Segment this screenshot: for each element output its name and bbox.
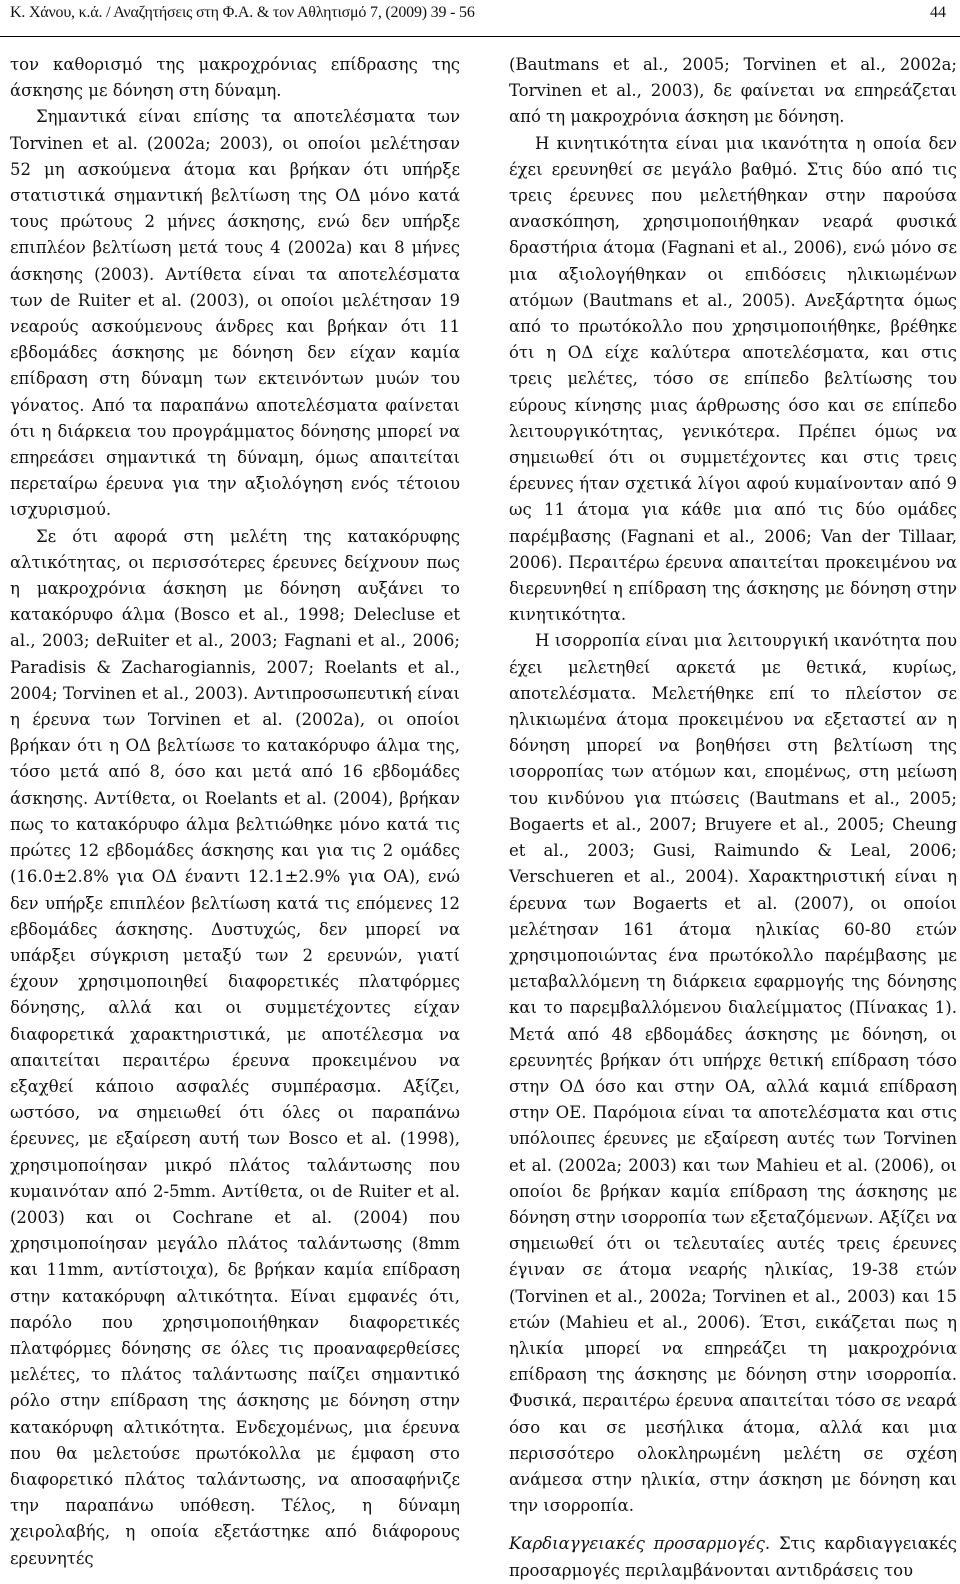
left-paragraph-2: Σημαντικά είναι επίσης τα αποτελέσματα των Torvinen et al. (2002a; 2003), οι οποίοι μελέτησαν 52 μη ασκούμενα άτομα και βρήκαν ότι υπήρξε στατιστικά σημαντική βελτίωση της ΟΔ μόνο κατά τους πρώτους 2 μήνες άσκησης, ενώ δεν υπήρξε επιπλέον βελτίωση μετά τους 4 (2002a) και 8 μήνες άσκησης (2003). Αντίθετα είναι τα αποτελέσματα των de Ruiter et al. (2003), οι οποίοι μελέτησαν 19 νεαρούς ασκούμενους άνδρες και βρήκαν ότι 11 εβδομάδες άσκησης με δόνηση δεν είχαν καμία επίδραση στη δύναμη των εκτεινόντων μυών του γόνατος. Από τα παραπάνω αποτελέσματα φαίνεται ότι η διάρκεια του προγράμματος δόνησης μπορεί να επηρεάσει σημαντικά τη δύναμη, όμως απαιτείται περεταίρω έρευνα για την αξιολόγηση ενός τέτοιου ισχυρισμού.	[10, 107, 460, 520]
left-paragraph-1: τον καθορισμό της μακροχρόνιας επίδρασης της άσκησης με δόνηση στη δύναμη.	[10, 55, 460, 101]
right-paragraph-4	[509, 1531, 957, 1583]
section-heading-cardiovascular: Καρδιαγγειακές προσαρμογές.	[509, 1534, 771, 1554]
right-paragraph-4-text: Στις καρδιαγγειακές προσαρμογές περιλαμβάνονται αντιδράσεις του	[509, 1534, 957, 1580]
right-paragraph-1: (Bautmans et al., 2005; Torvinen et al., 2002a; Torvinen et al., 2003), δε φαίνεται να επηρεάζεται από τη μακροχρόνια άσκηση με δόνηση.	[509, 55, 957, 127]
page-number: 44	[930, 4, 946, 21]
running-head-title: Κ. Χάνου, κ.ά. / Αναζητήσεις στη Φ.Α. & τον Αθλητισμό 7, (2009) 39 - 56	[10, 4, 475, 21]
right-paragraph-3: Η ισορροπία είναι μια λειτουργική ικανότητα που έχει μελετηθεί αρκετά με θετικά, κυρίως, αποτελέσματα. Μελετήθηκε επί το πλείστον σε ηλικιωμένα άτομα προκειμένου να εξεταστεί αν η δόνηση μπορεί να βοηθήσει στη βελτίωση της ισορροπίας των ατόμων και, επομένως, στη μείωση του κινδύνου για πτώσεις (Bautmans et al., 2005; Bogaerts et al., 2007; Bruyere et al., 2005; Cheung et al., 2003; Gusi, Raimundo & Leal, 2006; Verschueren et al., 2004). Χαρακτηριστική είναι η έρευνα των Bogaerts et al. (2007), οι οποίοι μελέτησαν 161 άτομα ηλικίας 60-80 ετών χρησιμοποιώντας ένα πρωτόκολλο παρέμβασης με μεταβαλλόμενη τη διάρκεια εφαρμογής της δόνησης και το παρεμβαλλόμενου διαλείμματος (Πίνακας 1). Μετά από 48 εβδομάδες άσκησης με δόνηση, οι ερευνητές βρήκαν ότι υπήρχε θετική επίδραση τόσο στην ΟΔ όσο και στην ΟΑ, αλλά καμιά επίδραση στην ΟΕ. Παρόμοια είναι τα αποτελέσματα και στις υπόλοιπες έρευνες με εξαίρεση αυτές των Torvinen et al. (2002a; 2003) και των Mahieu et al. (2006), οι οποίοι δε βρήκαν καμία επίδραση της άσκησης με δόνηση στην ισορροπία των εξεταζόμενων. Αξίζει να σημειωθεί ότι οι τελευταίες αυτές τρεις έρευνες έγιναν σε άτομα νεαρής ηλικίας, 19-38 ετών (Torvinen et al., 2002a; Torvinen et al., 2003) και 15 ετών (Mahieu et al., 2006). Έτσι, εικάζεται πως η ηλικία μπορεί να επηρεάζει τη μακροχρόνια επίδραση της άσκησης με δόνηση στην ισορροπία. Φυσικά, περαιτέρω έρευνα απαιτείται τόσο σε νεαρά όσο και σε μεσήλικα άτομα, αλλά και μια περισσότερο ολοκληρωμένη μελέτη σε σχέση ανάμεσα στην ηλικία, στην άσκηση με δόνηση και την ισορροπία.	[509, 631, 957, 1516]
right-column	[509, 52, 957, 1584]
right-paragraph-2: Η κινητικότητα είναι μια ικανότητα η οποία δεν έχει ερευνηθεί σε μεγάλο βαθμό. Στις δύο από τις τρεις έρευνες που μελετήθηκαν στην παρούσα ανασκόπηση, χρησιμοποιήθηκαν νεαρά φυσικά δραστήρια άτομα (Fagnani et al., 2006), ενώ μόνο σε μια αξιολογήθηκαν οι επιδόσεις ηλικιωμένων ατόμων (Bautmans et al., 2005). Ανεξάρτητα όμως από το πρωτόκολλο που χρησιμοποιήθηκε, βρέθηκε ότι η ΟΔ είχε καλύτερα αποτελέσματα, και στις τρεις μελέτες, τόσο σε επίπεδο βελτίωσης του εύρους κίνησης μιας άρθρωσης όσο και σε επίπεδο λειτουργικότητας, γενικότερα. Πρέπει όμως να σημειωθεί ότι οι συμμετέχοντες και στις τρεις έρευνες ήταν σχετικά λίγοι αφού κυμαίνονταν από 9 ως 11 άτομα για κάθε μια από τις δύο ομάδες παρέμβασης (Fagnani et al., 2006; Van der Tillaar, 2006). Περαιτέρω έρευνα απαιτείται προκειμένου να διερευνηθεί η επίδραση της άσκησης με δόνηση στην κινητικότητα.	[509, 133, 957, 625]
running-header	[0, 0, 960, 37]
left-paragraph-3: Σε ότι αφορά στη μελέτη της κατακόρυφης αλτικότητας, οι περισσότερες έρευνες δείχνουν πως η μακροχρόνια άσκηση με δόνηση αυξάνει το κατακόρυφο άλμα (Bosco et al., 1998; Delecluse et al., 2003; deRuiter et al., 2003; Fagnani et al., 2006; Paradisis & Zacharogiannis, 2007; Roelants et al., 2004; Torvinen et al., 2003). Αντιπροσωπευτική είναι η έρευνα των Torvinen et al. (2002a), οι οποίοι βρήκαν ότι η ΟΔ βελτίωσε το κατακόρυφο άλμα της, τόσο μετά από 8, όσο και μετά από 16 εβδομάδες άσκησης. Αντίθετα, οι Roelants et al. (2004), βρήκαν πως το κατακόρυφο άλμα βελτιώθηκε μόνο κατά τις πρώτες 12 εβδομάδες άσκησης και για τις 2 ομάδες (16.0±2.8% για ΟΔ έναντι 12.1±2.9% για ΟΑ), ενώ δεν υπήρξε επιπλέον βελτίωση κατά τις επόμενες 12 εβδομάδες άσκησης. Δυστυχώς, δεν μπορεί να υπάρξει σύγκριση μεταξύ των 2 ερευνών, γιατί έχουν χρησιμοποιηθεί διαφορετικές πλατφόρμες δόνησης, αλλά και οι συμμετέχοντες είχαν διαφορετικά χαρακτηριστικά, με αποτέλεσμα να απαιτείται περαιτέρω έρευνα προκειμένου να εξαχθεί κάποιο ασφαλές συμπέρασμα. Αξίζει, ωστόσο, να σημειωθεί ότι όλες οι παραπάνω έρευνες, με εξαίρεση αυτή των Bosco et al. (1998), χρησιμοποίησαν μικρό πλάτος ταλάντωσης που κυμαινόταν από 2-5mm. Αντίθετα, οι de Ruiter et al. (2003) και οι Cochrane et al. (2004) που χρησιμοποίησαν μεγάλο πλάτος ταλάντωσης (8mm και 11mm, αντίστοιχα), δε βρήκαν καμία επίδραση στην κατακόρυφη αλτικότητα. Είναι εμφανές ότι, παρόλο που χρησιμοποιήθηκαν διαφορετικές πλατφόρμες δόνησης σε όλες τις προαναφερθείσες μελέτες, το πλάτος ταλάντωσης παίζει σημαντικό ρόλο στην επίδραση της άσκησης με δόνηση στην κατακόρυφη αλτικότητα. Ενδεχομένως, μια έρευνα που θα μελετούσε πρωτόκολλα με έμφαση στο διαφορετικό πλάτος ταλάντωσης, να αποσαφήνιζε την παραπάνω υπόθεση. Τέλος, η δύναμη χειρολαβής, η οποία εξετάστηκε από διάφορους ερευνητές	[10, 526, 460, 1568]
left-column	[10, 52, 460, 1572]
